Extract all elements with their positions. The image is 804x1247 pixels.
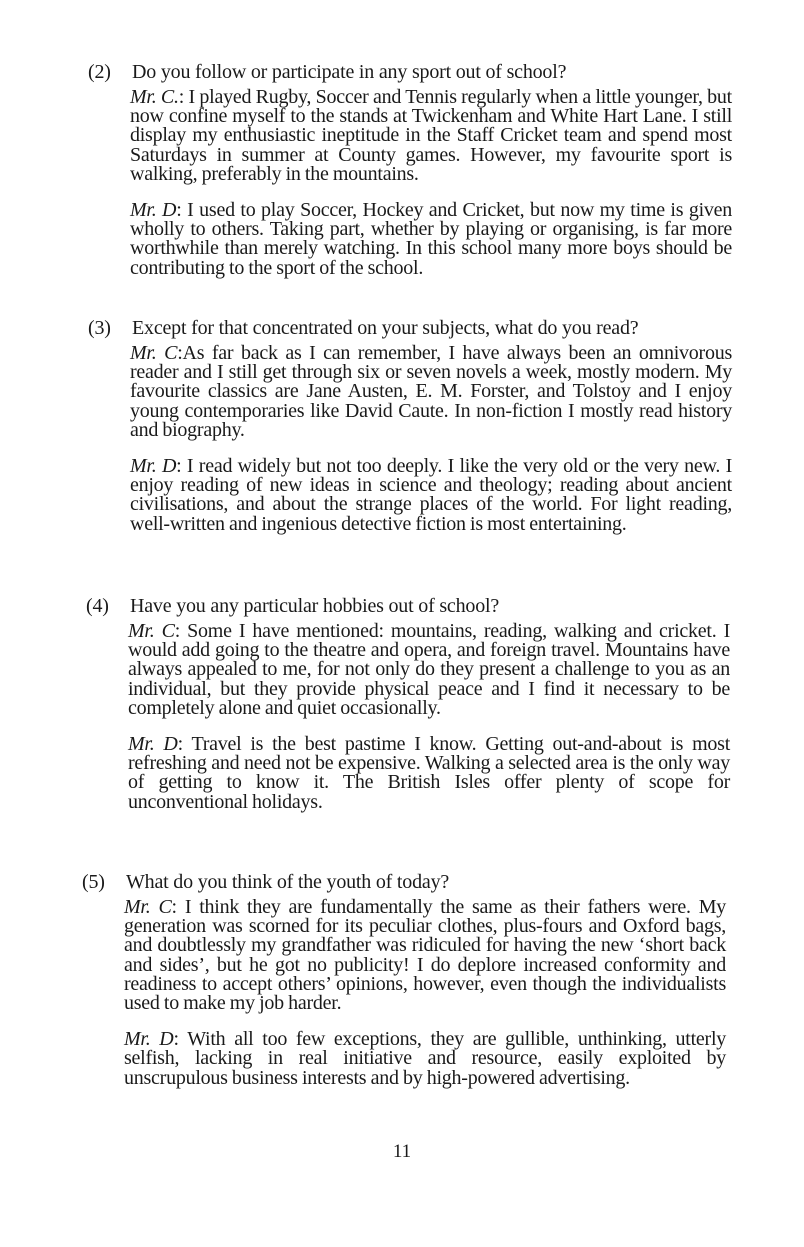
question-2 bbox=[88, 62, 748, 278]
answer-text: With all too few exceptions, they are gullible, unthinking, utterly selfish, lacking in real initiative and resource, easily exploited by unscrupulous business interests and by high-powered advertising. bbox=[124, 1028, 727, 1089]
speaker-label: Mr. D bbox=[128, 733, 178, 756]
question-heading bbox=[86, 596, 746, 616]
answer-text: Travel is the best pastime I know. Getting out-and-about is most refreshing and need not be expensive. Walking a selected area is the only way of getting to know it. The British Isles offer plenty of scope for unconventional holidays. bbox=[128, 733, 730, 813]
speaker-label: Mr. D bbox=[130, 199, 177, 222]
answer-mr-d bbox=[124, 1030, 726, 1088]
answer-mr-c bbox=[128, 622, 730, 718]
question-number: (5) bbox=[82, 871, 105, 893]
speaker-separator: : bbox=[174, 620, 188, 642]
question-heading bbox=[88, 318, 748, 338]
answer-text: As far back as I can remember, I have always been an omnivorous reader and I still get through six or seven novels a week, mostly modern. My favourite classics are Jane Austen, E. M. Forster, and Tolstoy and I enjoy young contemporaries like David Caute. In non-fiction I mostly read history and biography. bbox=[130, 342, 732, 441]
answer-mr-c bbox=[130, 88, 732, 184]
answer-mr-d bbox=[128, 735, 730, 812]
question-heading bbox=[88, 62, 748, 82]
speaker-separator: : bbox=[173, 1028, 188, 1051]
answer-text: I used to play Soccer, Hockey and Cricket, but now my time is given wholly to others. Taking part, whether by playing or organising, is far more worthwhile than merely watching. In this school many more boys should be contributing to the sport of the school. bbox=[130, 199, 733, 279]
question-number: (2) bbox=[88, 61, 111, 83]
speaker-separator: : bbox=[177, 342, 183, 364]
speaker-label: Mr. C bbox=[128, 620, 175, 642]
speaker-label: Mr. C bbox=[130, 342, 178, 364]
question-5 bbox=[82, 872, 742, 1088]
speaker-separator: : bbox=[178, 86, 189, 108]
answer-mr-d bbox=[130, 457, 732, 534]
speaker-separator: : bbox=[171, 896, 185, 918]
answer-text: Some I have mentioned: mountains, reading, walking and cricket. I would add going to the theatre and opera, and foreign travel. Mountains have always appealed to me, for not only do they present a challenge to you as an individual, but they provide physical peace and I find it necessary to be completely alone and quiet occasionally. bbox=[128, 620, 730, 719]
speaker-separator: : bbox=[176, 455, 187, 478]
speaker-label: Mr. C. bbox=[130, 86, 179, 108]
question-text: What do you think of the youth of today? bbox=[126, 871, 450, 893]
answer-mr-c bbox=[124, 898, 726, 1013]
question-text: Do you follow or participate in any sport out of school? bbox=[132, 61, 567, 83]
speaker-label: Mr. D bbox=[124, 1028, 174, 1051]
page-number: 11 bbox=[392, 1141, 412, 1162]
speaker-label: Mr. D bbox=[130, 455, 177, 478]
speaker-label: Mr. C bbox=[124, 896, 172, 918]
question-number: (3) bbox=[88, 317, 111, 339]
question-3 bbox=[88, 318, 748, 534]
speaker-separator: : bbox=[176, 199, 188, 222]
question-text: Except for that concentrated on your subjects, what do you read? bbox=[132, 317, 639, 339]
question-4 bbox=[86, 596, 746, 812]
answer-mr-d bbox=[130, 201, 732, 278]
answer-text: I played Rugby, Soccer and Tennis regularly when a little younger, but now confine myself to the stands at Twickenham and White Hart Lane. I still display my enthusiastic ineptitude in the Staff Cricket team and spend most Saturdays in summer at County games. However, my favourite sport is walking, preferably in the mountains. bbox=[130, 86, 732, 185]
question-number: (4) bbox=[86, 595, 109, 617]
answer-text: I think they are fundamentally the same as their fathers were. My generation was scorned for its peculiar clothes, plus-fours and Oxford bags, and doubtlessly my grandfather was ridiculed for having the new ‘short back and sides’, but he got no publicity! I do deplore increased conformity and readiness to accept others’ opinions, however, even though the individualists used to make my job harder. bbox=[124, 896, 727, 1015]
speaker-separator: : bbox=[177, 733, 192, 756]
question-text: Have you any particular hobbies out of school? bbox=[130, 595, 500, 617]
answer-text: I read widely but not too deeply. I like the very old or the very new. I enjoy reading of new ideas in science and theology; reading about ancient civilisations, and about the strange places of the world. For light reading, well-written and ingenious detective fiction is most entertaining. bbox=[130, 455, 733, 535]
question-heading bbox=[82, 872, 742, 892]
answer-mr-c bbox=[130, 344, 732, 440]
